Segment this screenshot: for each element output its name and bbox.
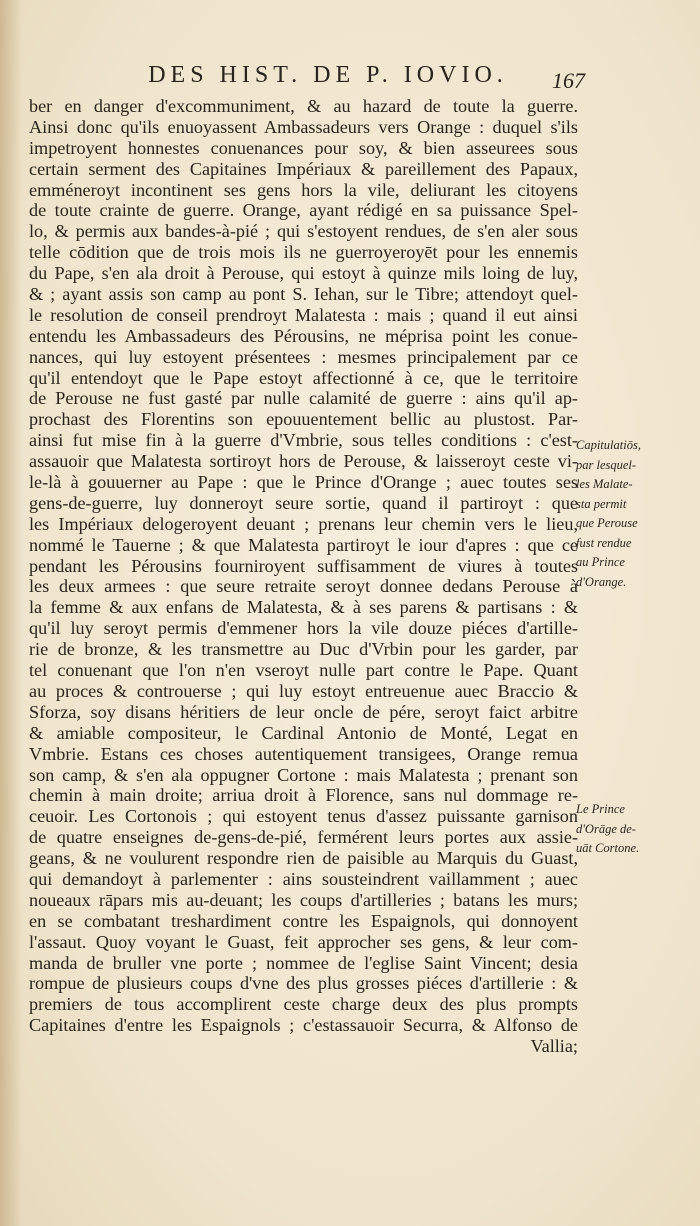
text-line: ceuoir. Les Cortonois ; qui estoyent tenus d'assez puissante garnison bbox=[29, 806, 578, 827]
text-line: ainsi fut mise fin à la guerre d'Vmbrie, sous telles conditions : c'est- bbox=[29, 430, 578, 451]
text-line: & amiable compositeur, le Cardinal Antonio de Monté, Legat en bbox=[29, 722, 578, 743]
margin-note-line: sta permit bbox=[576, 496, 627, 511]
running-head: DES HIST. DE P. IOVIO. bbox=[148, 62, 508, 88]
text-line: qu'il luy seroyt permis d'emmener hors la vile douze piéces d'artille- bbox=[29, 618, 578, 639]
text-line: Capitaines d'entre les Espaignols ; c'estassauoir Securra, & Alfonso de bbox=[29, 1015, 578, 1036]
text-line: lo, & permis aux bandes-à-pié ; qui s'estoyent rendues, de s'en aler sous bbox=[29, 221, 578, 242]
text-line: telle cōdition que de trois mois ils ne guerroyeroyēt pour les ennemis bbox=[29, 242, 578, 263]
text-line: au proces & controuerse ; qui luy estoyt entreuenue auec Braccio & bbox=[29, 680, 578, 701]
text-line: impetroyent honnestes conuenances pour soy, & bien asseurees sous bbox=[29, 137, 578, 158]
text-line: l'assaut. Quoy voyant le Guast, feit approcher ses gens, & leur com- bbox=[29, 931, 578, 952]
text-line: le-là à gouuerner au Pape : que le Prince d'Orange ; auec toutes ses bbox=[29, 472, 578, 493]
margin-note-line: d'Orāge de- bbox=[576, 821, 636, 836]
text-line: premiers de tous accomplirent ceste charge deux des plus prompts bbox=[29, 994, 578, 1015]
text-line: assauoir que Malatesta sortiroyt hors de Perouse, & laisseroyt ceste vi- bbox=[29, 451, 578, 472]
text-line: chemin à main droite; arriua droit à Florence, sans nul dommage re- bbox=[29, 785, 578, 806]
text-line: qu'il entendoyt que le Pape estoyt affectionné à ce, que le territoire bbox=[29, 367, 578, 388]
margin-note-line: au Prince bbox=[576, 555, 625, 569]
text-line: en se combatant treshardiment contre les Espaignols, qui donnoyent bbox=[29, 910, 578, 931]
text-line: la femme & aux enfans de Malatesta, & à ses parens & partisans : & bbox=[29, 597, 578, 618]
text-line: geans, & ne voulurent respondre rien de paisible au Marquis du Guast, bbox=[29, 848, 578, 869]
page-gutter-shadow bbox=[0, 0, 22, 1226]
text-line: ber en danger d'excommuniment, & au hazard de toute la guerre. bbox=[29, 96, 578, 116]
text-line: entendu les Ambassadeurs des Pérousins, ne méprisa point les conue- bbox=[29, 325, 578, 346]
margin-note-cortone bbox=[576, 800, 686, 859]
text-line: du Pape, s'en ala droit à Perouse, qui estoyt à quinze mils loing de luy, bbox=[29, 263, 578, 284]
text-line: les Impériaux delogeroyent deuant ; prenans leur chemin vers le lieu, bbox=[29, 513, 578, 534]
margin-note-line: que Perouse bbox=[576, 516, 638, 530]
margin-note-line: les Malate- bbox=[576, 477, 633, 491]
text-line: manda de bruller vne porte ; nommee de l'eglise Saint Vincent; desia bbox=[29, 952, 578, 973]
text-line: son camp, & s'en ala oppugner Cortone : mais Malatesta ; prenant son bbox=[29, 764, 578, 785]
margin-note-line: par lesquel- bbox=[576, 457, 637, 472]
text-line: de quatre enseignes de-gens-de-pié, fermérent leurs portes aux assie- bbox=[29, 827, 578, 848]
text-line: gens-de-guerre, luy donneroyt seure sortie, quand il partiroyt : que bbox=[29, 492, 578, 513]
margin-note-line: d'Orange. bbox=[576, 574, 627, 589]
main-text-block bbox=[29, 96, 578, 1057]
text-line: certain serment des Capitaines Impériaux & pareillement des Papaux, bbox=[29, 158, 578, 179]
text-line: qui demandoyt à parlementer : ains sousteindrent vaillamment ; auec bbox=[29, 868, 578, 889]
text-line: tel conuenant que l'on n'en vseroyt nulle part contre le Pape. Quant bbox=[29, 660, 578, 681]
text-line: & ; ayant assis son camp au pont S. Iehan, sur le Tibre; attendoyt quel- bbox=[29, 284, 578, 305]
text-line: Sforza, soy disans héritiers de leur oncle de pére, seroyt faict arbitre bbox=[29, 701, 578, 722]
text-line: rie de bronze, & les transmettre au Duc d'Vrbin pour les garder, par bbox=[29, 639, 578, 660]
text-line: Vmbrie. Estans ces choses autentiquement transigees, Orange remua bbox=[29, 743, 578, 764]
margin-note-line: uāt Cortone. bbox=[576, 841, 640, 855]
text-line: Ainsi donc qu'ils enuoyassent Ambassadeurs vers Orange : duquel s'ils bbox=[29, 116, 578, 137]
text-line: nances, qui luy estoyent présentees : mesmes principalement par ce bbox=[29, 346, 578, 367]
text-line: Vallia; bbox=[530, 1036, 578, 1057]
text-line: nommé le Tauerne ; & que Malatesta partiroyt le iour d'apres : que ce bbox=[29, 534, 578, 555]
text-line: de Perouse ne fust gasté par nulle calamité de guerre : ains qu'il ap- bbox=[29, 388, 578, 409]
text-line: le resolution de conseil prendroyt Malatesta : mais ; quand il eut ainsi bbox=[29, 304, 578, 325]
margin-note-line: Le Prince bbox=[576, 802, 625, 816]
text-line: pendant les Pérousins fourniroyent suffisamment de viures à toutes bbox=[29, 555, 578, 576]
text-line: noueaux rāpars mis au-deuant; les coups d'artilleries ; batans les murs; bbox=[29, 889, 578, 910]
margin-note-line: Capitulatiōs, bbox=[576, 438, 641, 452]
text-line: prochast des Florentins son epouuentement bellic au plustost. Par- bbox=[29, 409, 578, 430]
margin-note-line: fust rendue bbox=[576, 535, 632, 550]
text-line: emméneroyt incontinent ses gens hors la vile, deliurant les citoyens bbox=[29, 179, 578, 200]
text-line: les deux armees : que seure retraite seroyt donnee dedans Perouse à bbox=[29, 576, 578, 597]
margin-note-capitulations bbox=[576, 436, 686, 592]
text-line: de toute crainte de guerre. Orange, ayant rédigé en sa puissance Spel- bbox=[29, 200, 578, 221]
text-line: rompue de plusieurs coups d'vne des plus grosses piéces d'artillerie : & bbox=[29, 973, 578, 994]
page-number: 167 bbox=[552, 68, 585, 93]
